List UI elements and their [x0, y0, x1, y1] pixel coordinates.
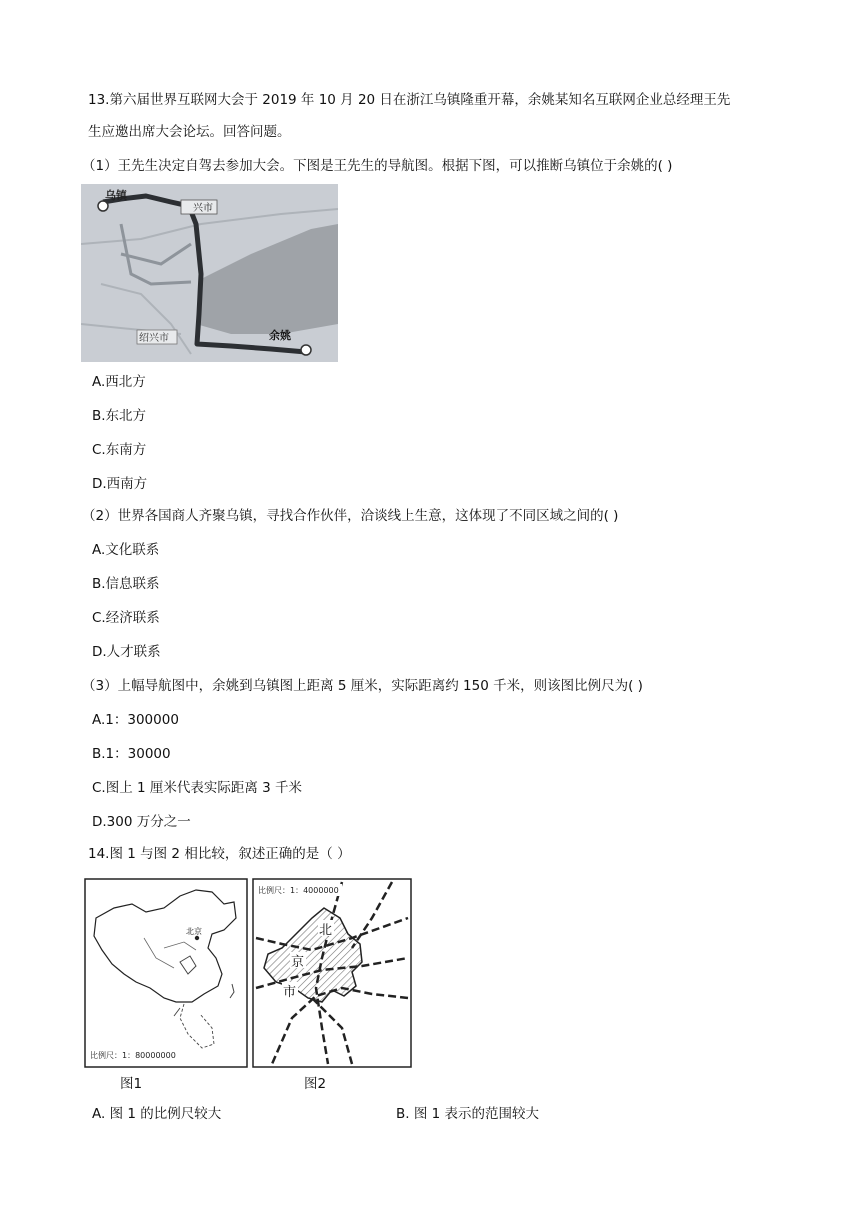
figure-1-china-map	[84, 878, 248, 1068]
fig2-caption: 图2	[304, 1076, 327, 1092]
q13-sub3-option-d: D.300 万分之一	[92, 814, 191, 830]
fig2-char-bei: 北	[319, 923, 333, 938]
map-label-shaoxing: 绍兴市	[139, 333, 169, 344]
q13-sub2-option-d: D.人才联系	[92, 644, 161, 660]
map-label-wuzhen: 乌镇	[105, 189, 127, 202]
fig1-beijing-label: 北京	[186, 927, 202, 936]
q14-stem: 14.图 1 与图 2 相比较，叙述正确的是（ ）	[88, 846, 351, 862]
q13-sub2-option-a: A.文化联系	[92, 542, 160, 558]
map-label-yuyao: 余姚	[269, 329, 291, 342]
q13-sub3-option-a: A.1：300000	[92, 712, 179, 728]
q13-sub3-option-c: C.图上 1 厘米代表实际距离 3 千米	[92, 780, 303, 796]
fig1-caption: 图1	[120, 1076, 143, 1092]
q13-sub1-text: （1）王先生决定自驾去参加大会。下图是王先生的导航图。根据下图，可以推断乌镇位于余姚的( )	[82, 158, 673, 174]
q13-sub1-option-b: B.东北方	[92, 408, 147, 424]
q13-sub3-text: （3）上幅导航图中，余姚到乌镇图上距离 5 厘米，实际距离约 150 千米，则该图比例尺为( )	[82, 678, 643, 694]
q13-sub3-option-b: B.1：30000	[92, 746, 171, 762]
fig2-char-shi: 市	[283, 985, 297, 1000]
q14-option-a: A. 图 1 的比例尺较大	[92, 1106, 222, 1122]
q13-stem-line2: 生应邀出席大会论坛。回答问题。	[88, 124, 291, 140]
q13-stem-line1: 13.第六届世界互联网大会于 2019 年 10 月 20 日在浙江乌镇隆重开幕，余姚某知名互联网企业总经理王先	[88, 92, 731, 108]
map-label-city-top: 兴市	[193, 203, 213, 214]
fig2-char-jing: 京	[291, 955, 305, 970]
q13-sub2-text: （2）世界各国商人齐聚乌镇，寻找合作伙伴，洽谈线上生意，这体现了不同区域之间的( )	[82, 508, 619, 524]
fig2-scale: 比例尺：1：4000000	[258, 886, 339, 895]
fig1-scale: 比例尺：1：80000000	[90, 1051, 176, 1060]
q13-sub1-option-c: C.东南方	[92, 442, 147, 458]
navigation-map	[81, 184, 338, 362]
q13-sub1-option-d: D.西南方	[92, 476, 148, 492]
q13-sub1-option-a: A.西北方	[92, 374, 146, 390]
q13-sub2-option-c: C.经济联系	[92, 610, 160, 626]
figure-2-beijing-map	[252, 878, 412, 1068]
q13-sub2-option-b: B.信息联系	[92, 576, 160, 592]
q14-option-b: B. 图 1 表示的范围较大	[396, 1106, 540, 1122]
